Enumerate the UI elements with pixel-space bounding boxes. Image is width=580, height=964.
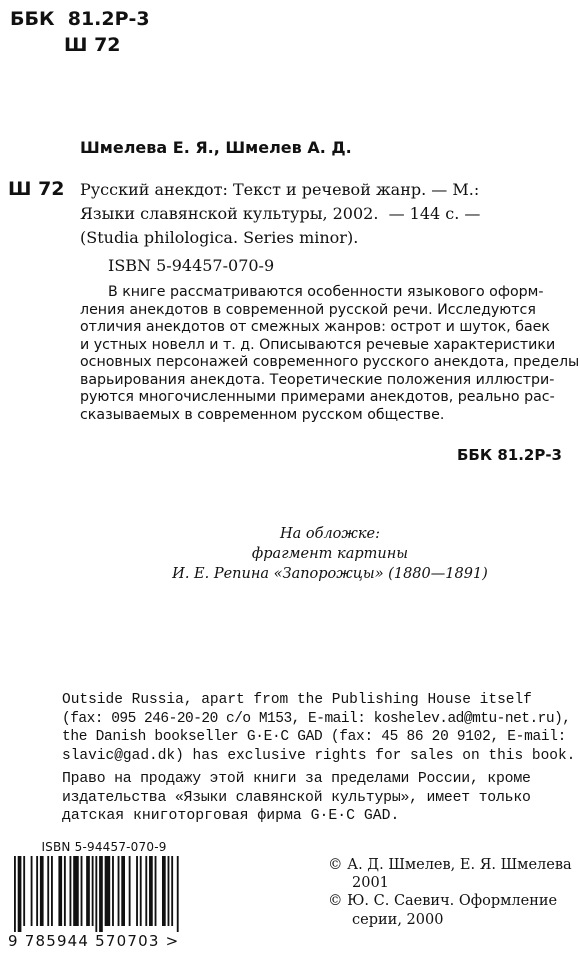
abstract-line: сказываемых в современном русском обществе.: [80, 406, 445, 423]
abstract: [80, 284, 580, 424]
description-line: Языки славянской культуры, 2002. — 144 с. —: [80, 204, 481, 223]
barcode-bar: [36, 856, 38, 926]
barcode-bar: [121, 856, 125, 926]
foreign-sales-note: [62, 691, 576, 765]
rights-line: Право на продажу этой книги за пределами России, кроме: [62, 771, 531, 787]
barcode-bar: [47, 856, 49, 926]
barcode-bar: [64, 856, 66, 926]
barcode-bar: [118, 856, 120, 926]
barcode-bar: [112, 856, 114, 926]
barcode-bar: [136, 856, 138, 926]
barcode-bar: [177, 856, 179, 932]
barcode-bar: [81, 856, 83, 926]
barcode-bar: [58, 856, 62, 926]
barcode-bar: [51, 856, 53, 926]
abstract-line: основных персонажей современного русского анекдота, пределы: [80, 354, 580, 370]
copyright-block: [328, 856, 572, 929]
barcode-bar: [105, 856, 111, 926]
barcode-bar: [95, 856, 97, 932]
barcode-bar: [140, 856, 142, 926]
barcode-bar: [129, 856, 131, 926]
barcode-bar: [171, 856, 173, 926]
copyright-line: 2001: [352, 875, 389, 892]
foreign-sales-line: Outside Russia, apart from the Publishing House itself: [62, 692, 532, 708]
cover-painting-years: (1880—1891): [383, 566, 488, 582]
barcode-bar: [18, 856, 22, 932]
barcode-bar: [73, 856, 79, 926]
barcode-bar: [86, 856, 90, 926]
cover-note-line: фрагмент картины: [251, 546, 409, 562]
rights-line: датская книготорговая фирма G·E·C GAD.: [62, 808, 400, 824]
barcode-bar: [99, 856, 103, 932]
copyright-line: серии, 2000: [352, 911, 444, 928]
cover-note: [100, 524, 560, 584]
bbk-code-line: ББК 81.2Р-3: [10, 8, 150, 30]
barcode-bar: [31, 856, 33, 926]
barcode-bar: [155, 856, 157, 926]
barcode-bars: [10, 856, 198, 932]
barcode-isbn-label: ISBN 5-94457-070-9: [41, 840, 167, 854]
barcode-bar: [70, 856, 72, 926]
foreign-sales-line: slavic@gad.dk) has exclusive rights for sales on this book.: [62, 747, 576, 764]
description-line: (Studia philologica. Series minor).: [80, 228, 359, 247]
isbn-barcode: [8, 840, 200, 950]
barcode-bar: [149, 856, 153, 926]
rights-line: издательства «Языки славянской культуры», имеет только: [62, 789, 531, 806]
abstract-line: варьирования анекдота. Теоретические положения иллюстри-: [80, 371, 555, 388]
isbn-line: ISBN 5-94457-070-9: [108, 256, 275, 275]
bbk-code-top: [10, 6, 150, 58]
abstract-line: руются многочисленными примерами анекдотов, реально рас-: [80, 389, 555, 405]
author-mark: Ш 72: [8, 178, 65, 200]
description-line: Русский анекдот: Текст и речевой жанр. — М.:: [80, 180, 480, 199]
author-line: Шмелева Е. Я., Шмелев А. Д.: [80, 138, 352, 157]
bibliographic-description: [80, 178, 572, 250]
author-mark-line: Ш 72: [64, 34, 121, 56]
barcode-bar: [23, 856, 25, 926]
foreign-sales-line: the Danish bookseller G·E·C GAD (fax: 45 86 20 9102, E-mail:: [62, 729, 567, 745]
rights-note: [62, 770, 572, 826]
barcode-bar: [92, 856, 94, 926]
copyright-line: © Ю. С. Саевич. Оформление: [328, 893, 558, 910]
barcode-bar: [40, 856, 44, 926]
barcode-bar: [162, 856, 166, 926]
barcode-bar: [145, 856, 147, 926]
barcode-digits: 9 785944 570703 >: [8, 932, 180, 950]
abstract-line: и устных новелл и т. д. Описываются речевые характеристики: [80, 336, 556, 353]
abstract-line: ления анекдотов в современной русской речи. Исследуются: [80, 301, 536, 318]
barcode-bar: [14, 856, 16, 932]
copyright-line: © А. Д. Шмелев, Е. Я. Шмелева: [328, 857, 572, 873]
cover-painting-title: И. Е. Репина «Запорожцы»: [172, 566, 384, 582]
cover-note-heading: На обложке:: [279, 526, 381, 542]
abstract-line: отличия анекдотов от смежных жанров: острот и шуток, баек: [80, 319, 550, 335]
cover-note-line: [100, 564, 560, 584]
bbk-code-bottom: ББК 81.2Р-3: [456, 446, 562, 464]
foreign-sales-line: (fax: 095 246-20-20 c/o M153, E-mail: koshelev.ad@mtu-net.ru),: [62, 710, 571, 727]
barcode-bar: [168, 856, 170, 926]
abstract-line: В книге рассматриваются особенности языкового оформ-: [108, 284, 544, 300]
